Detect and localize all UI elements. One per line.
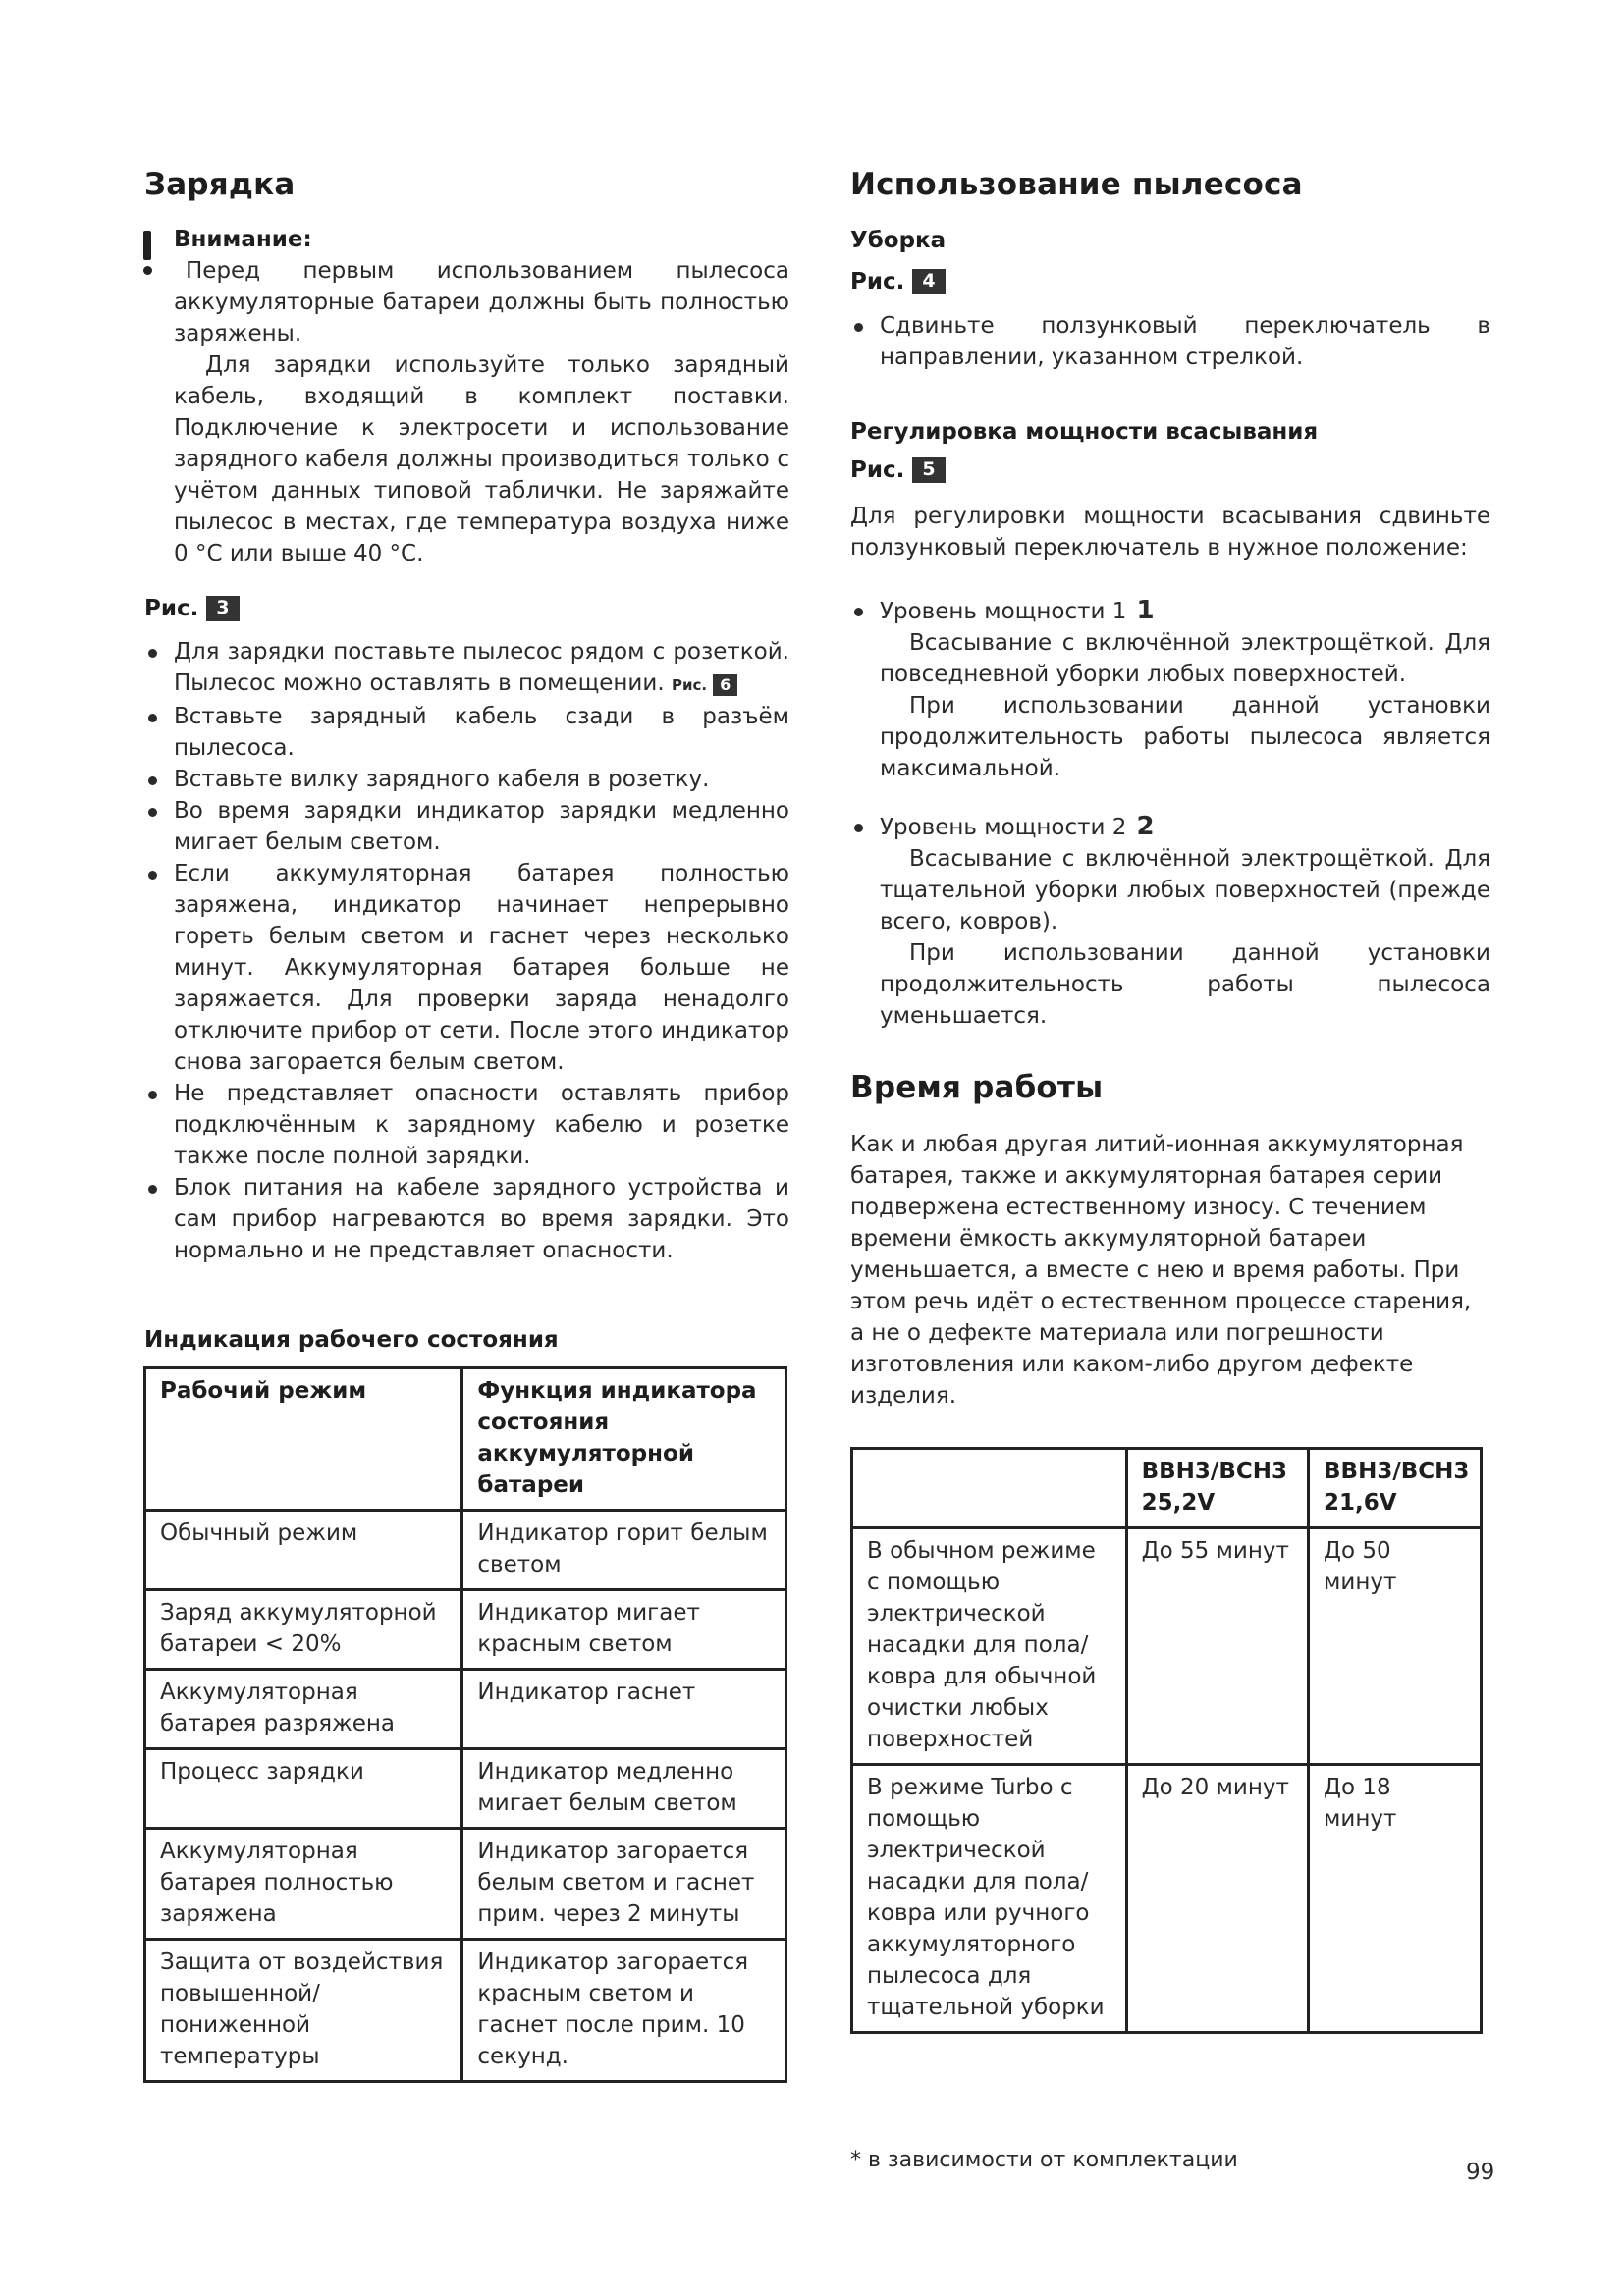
figure-ref-5: [850, 457, 946, 483]
level-label: Уровень мощности 1: [880, 599, 1127, 624]
table-cell: В режиме Turbo с помощью электрической насадки для пола/ ковра или ручного аккумуляторного пылесоса для тщательной уборки: [852, 1765, 1127, 2033]
table-cell: Обычный режим: [145, 1511, 462, 1590]
suction-text: Для регулировки мощности всасывания сдвиньте ползунковый переключатель в нужное положение:: [850, 504, 1490, 561]
table-header-cell: BBH3/BCH3 21,6V: [1309, 1449, 1482, 1528]
table-header-cell: Рабочий режим: [145, 1368, 462, 1511]
section-title-charging: Зарядка: [144, 167, 296, 202]
level-note: При использовании данной установки продолжительность работы пылесоса уменьшается.: [880, 940, 1490, 1029]
list-item: Блок питания на кабеле зарядного устройства и сам прибор нагреваются во время зарядки. Это нормально и не представляет опасности.: [144, 1172, 789, 1266]
table-cell: Аккумуляторная батарея полностью заряжена: [145, 1829, 462, 1940]
power-level-1: [850, 595, 1490, 784]
section-title-usage: Использование пылесоса: [850, 167, 1303, 202]
table-cell: До 20 минут: [1126, 1765, 1308, 2033]
list-item: Во время зарядки индикатор зарядки медленно мигает белым светом.: [144, 795, 789, 858]
table-row: [145, 1511, 786, 1590]
table-cell: Индикатор гаснет: [462, 1670, 786, 1749]
table-cell: Заряд аккумуляторной батареи < 20%: [145, 1590, 462, 1670]
table-header-cell: Функция индикатора состояния аккумуляторной батареи: [462, 1368, 786, 1511]
figure-label: Рис.: [850, 457, 905, 483]
figure-ref-3: [144, 596, 240, 621]
subsection-suction: Регулировка мощности всасывания: [850, 419, 1319, 445]
level-description: Всасывание с включённой электрощёткой. Для повседневной уборки любых поверхностей.: [880, 630, 1490, 687]
level-number: 2: [1136, 812, 1155, 841]
figure-label: Рис.: [850, 269, 905, 294]
charging-steps-list: [144, 636, 789, 1266]
table-row: [145, 1590, 786, 1670]
table-row: [145, 1829, 786, 1940]
power-level-2: [850, 811, 1490, 1032]
table-cell: Индикатор медленно мигает белым светом: [462, 1749, 786, 1829]
list-item-text: Для зарядки поставьте пылесос рядом с розеткой. Пылесос можно оставлять в помещении.: [174, 639, 789, 696]
page-number: 99: [1466, 2160, 1495, 2185]
list-item: Вставьте зарядный кабель сзади в разъём пылесоса.: [144, 701, 789, 764]
list-item: Вставьте вилку зарядного кабеля в розетку.: [144, 764, 789, 795]
section-title-runtime: Время работы: [850, 1070, 1104, 1105]
table-cell: До 55 минут: [1126, 1528, 1308, 1765]
charging-text: Для зарядки используйте только зарядный кабель, входящий в комплект поставки. Подключение к электросети и использование зарядного кабеля должны производиться только с учётом данных типовой таблички. Не заряжайте пылесос в местах, где температура воздуха ниже 0 °C или выше 40 °C.: [174, 352, 789, 566]
cleaning-steps-list: [850, 310, 1490, 373]
list-item: Если аккумуляторная батарея полностью заряжена, индикатор начинает непрерывно гореть белым светом и гаснет через несколько минут. Аккумуляторная батарея больше не заряжается. Для проверки заряда ненадолго отключите прибор от сети. После этого индикатор снова загорается белым светом.: [144, 858, 789, 1078]
level-number: 1: [1136, 596, 1155, 625]
table-header-cell: BBH3/BCH3 25,2V: [1126, 1449, 1308, 1528]
figure-number: 5: [912, 457, 945, 483]
table-header-cell: [852, 1449, 1127, 1528]
figure-number: 3: [206, 596, 239, 621]
footnote: * в зависимости от комплектации: [850, 2148, 1238, 2172]
table-cell: Аккумуляторная батарея разряжена: [145, 1670, 462, 1749]
table-cell: Индикатор загорается красным светом и гаснет после прим. 10 секунд.: [462, 1940, 786, 2082]
status-table: [143, 1366, 787, 2083]
table-header-row: [145, 1368, 786, 1511]
subsection-cleaning: Уборка: [850, 228, 947, 253]
list-item: [850, 595, 1490, 784]
table-row: [145, 1670, 786, 1749]
runtime-text: Как и любая другая литий-ионная аккумуляторная батарея, также и аккумуляторная батарея серии подвержена естественному износу. С течением времени ёмкость аккумуляторной батареи уменьшается, а вместе с нею и время работы. При этом речь идёт о естественном процессе старения, а не о дефекте материала или погрешности изготовления или каком-либо другом дефекте изделия.: [850, 1132, 1472, 1409]
level-description: Всасывание с включённой электрощёткой. Для тщательной уборки любых поверхностей (прежде всего, ковров).: [880, 846, 1490, 934]
table-row: [145, 1749, 786, 1829]
figure-number: 4: [912, 269, 945, 294]
list-item: [144, 636, 789, 701]
list-item: Не представляет опасности оставлять прибор подключённым к зарядному кабелю и розетке также после полной зарядки.: [144, 1078, 789, 1172]
figure-label: Рис.: [144, 596, 199, 621]
table-cell: Индикатор мигает красным светом: [462, 1590, 786, 1670]
table-cell: Индикатор загорается белым светом и гаснет прим. через 2 минуты: [462, 1829, 786, 1940]
table-cell: Защита от воздействия повышенной/ пониженной температуры: [145, 1940, 462, 2082]
list-item: Сдвиньте ползунковый переключатель в направлении, указанном стрелкой.: [850, 310, 1490, 373]
list-item: [850, 811, 1490, 1032]
figure-ref-4: [850, 269, 946, 294]
table-cell: До 18 минут: [1309, 1765, 1482, 2033]
status-table-title: Индикация рабочего состояния: [144, 1327, 559, 1353]
figure-label: Рис.: [671, 676, 708, 694]
table-header-row: [852, 1449, 1482, 1528]
table-row: [852, 1528, 1482, 1765]
table-cell: До 50 минут: [1309, 1528, 1482, 1765]
table-cell: Индикатор горит белым светом: [462, 1511, 786, 1590]
table-row: [145, 1940, 786, 2082]
attention-label: Внимание:: [174, 227, 312, 252]
attention-text: Перед первым использованием пылесоса аккумуляторные батареи должны быть полностью заряжены.: [174, 258, 789, 347]
table-row: [852, 1765, 1482, 2033]
attention-block: [174, 224, 789, 569]
runtime-table: [850, 1447, 1483, 2034]
table-cell: В обычном режиме с помощью электрической насадки для пола/ ковра для обычной очистки любых поверхностей: [852, 1528, 1127, 1765]
level-note: При использовании данной установки продолжительность работы пылесоса является максимальной.: [880, 693, 1490, 781]
warning-icon: [140, 231, 154, 280]
table-cell: Процесс зарядки: [145, 1749, 462, 1829]
level-label: Уровень мощности 2: [880, 815, 1127, 840]
figure-number: 6: [713, 674, 737, 696]
